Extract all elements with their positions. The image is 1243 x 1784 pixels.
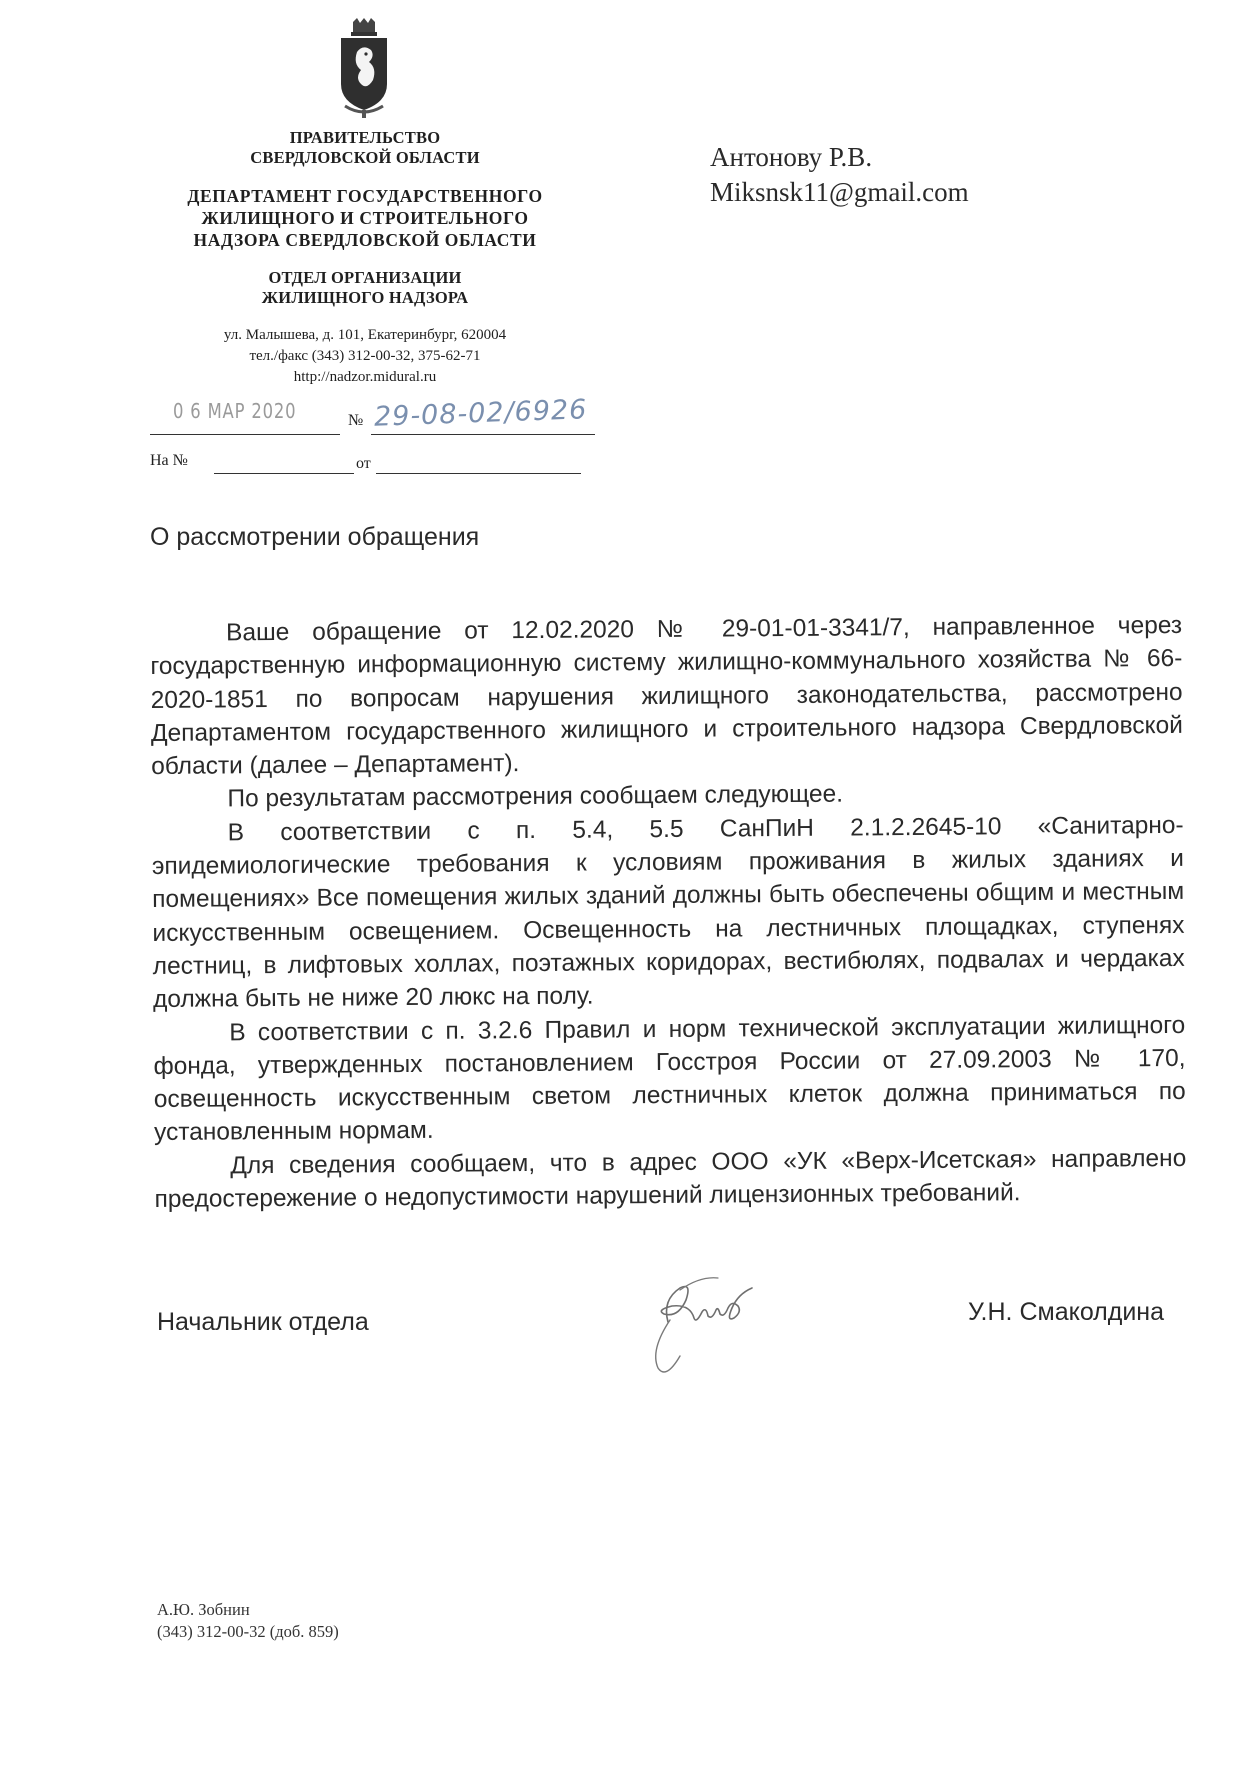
body-paragraph: В соответствии с п. 3.2.6 Правил и норм технической эксплуатации жилищного фонда, утвержденных постановлением Госстроя России от 27.09.2003 № 170, освещенность искусственным светом лестничных клеток должна приниматься по установленным нормам. — [153, 1011, 1186, 1147]
executor-name: А.Ю. Зобнин — [157, 1600, 250, 1619]
handwritten-signature — [620, 1260, 780, 1380]
address: ул. Малышева, д. 101, Екатеринбург, 620004 — [223, 327, 507, 343]
letter-body — [150, 609, 1187, 1216]
number-label: № — [348, 412, 364, 429]
from-line — [376, 453, 581, 474]
outgoing-number: 29-08-02/6926 — [373, 394, 588, 433]
department-name: ДЕПАРТАМЕНТ ГОСУДАРСТВЕННОГО ЖИЛИЩНОГО И СТРОИТЕЛЬНОГО НАДЗОРА СВЕРДЛОВСКОЙ ОБЛАСТИ — [187, 186, 543, 250]
body-paragraph: По результатам рассмотрения сообщаем следующее. — [227, 781, 844, 813]
reply-to-label: На № — [150, 452, 188, 469]
recipient-block — [710, 140, 969, 210]
body-paragraph: В соответствии с п. 5.4, 5.5 СанПиН 2.1.2.2645-10 «Санитарно-эпидемиологические требования к условиям проживания в жилых зданиях и помещениях» Все помещения жилых зданий должны быть обеспечены общим и местным искусственным освещением. Освещенность на лестничных площадках, ступенях лестниц, в лифтовых холлах, поэтажных коридорах, вестибюлях, подвалах и чердаках должна быть не ниже 20 люкс на полу. — [151, 811, 1185, 1014]
signatory-title: Начальник отдела — [157, 1308, 369, 1336]
body-paragraph: Ваше обращение от 12.02.2020 № 29-01-01-3341/7, направленное через государственную информационную систему жилищно-коммунального хозяйства № 66-2020-1851 по вопросам нарушения жилищного законодательства, рассмотрено Департаментом государственного жилищного и строительного надзора Свердловской области (далее – Департамент). — [150, 611, 1183, 781]
letter-subject: О рассмотрении обращения — [150, 523, 480, 551]
government-name: ПРАВИТЕЛЬСТВО СВЕРДЛОВСКОЙ ОБЛАСТИ — [250, 128, 480, 167]
coat-of-arms-icon — [333, 18, 395, 118]
division-name: ОТДЕЛ ОРГАНИЗАЦИИ ЖИЛИЩНОГО НАДЗОРА — [261, 268, 469, 307]
executor-block — [157, 1599, 339, 1643]
signatory-name: У.Н. Смаколдина — [968, 1298, 1165, 1326]
website: http://nadzor.midural.ru — [293, 369, 437, 385]
recipient-email: Miksnsk11@gmail.com — [710, 177, 969, 207]
date-stamp: 0 6 МАР 2020 — [173, 399, 297, 423]
phone: тел./факс (343) 312-00-32, 375-62-71 — [249, 348, 481, 364]
executor-phone: (343) 312-00-32 (доб. 859) — [157, 1622, 339, 1641]
from-label: от — [356, 455, 371, 472]
body-paragraph: Для сведения сообщаем, что в адрес ООО «УК «Верх-Исетская» направлено предостережение о недопустимости нарушений лицензионных требований. — [154, 1144, 1187, 1214]
recipient-name: Антонову Р.В. — [710, 142, 873, 172]
letterhead-contacts — [150, 325, 580, 388]
reply-to-line — [214, 453, 354, 474]
